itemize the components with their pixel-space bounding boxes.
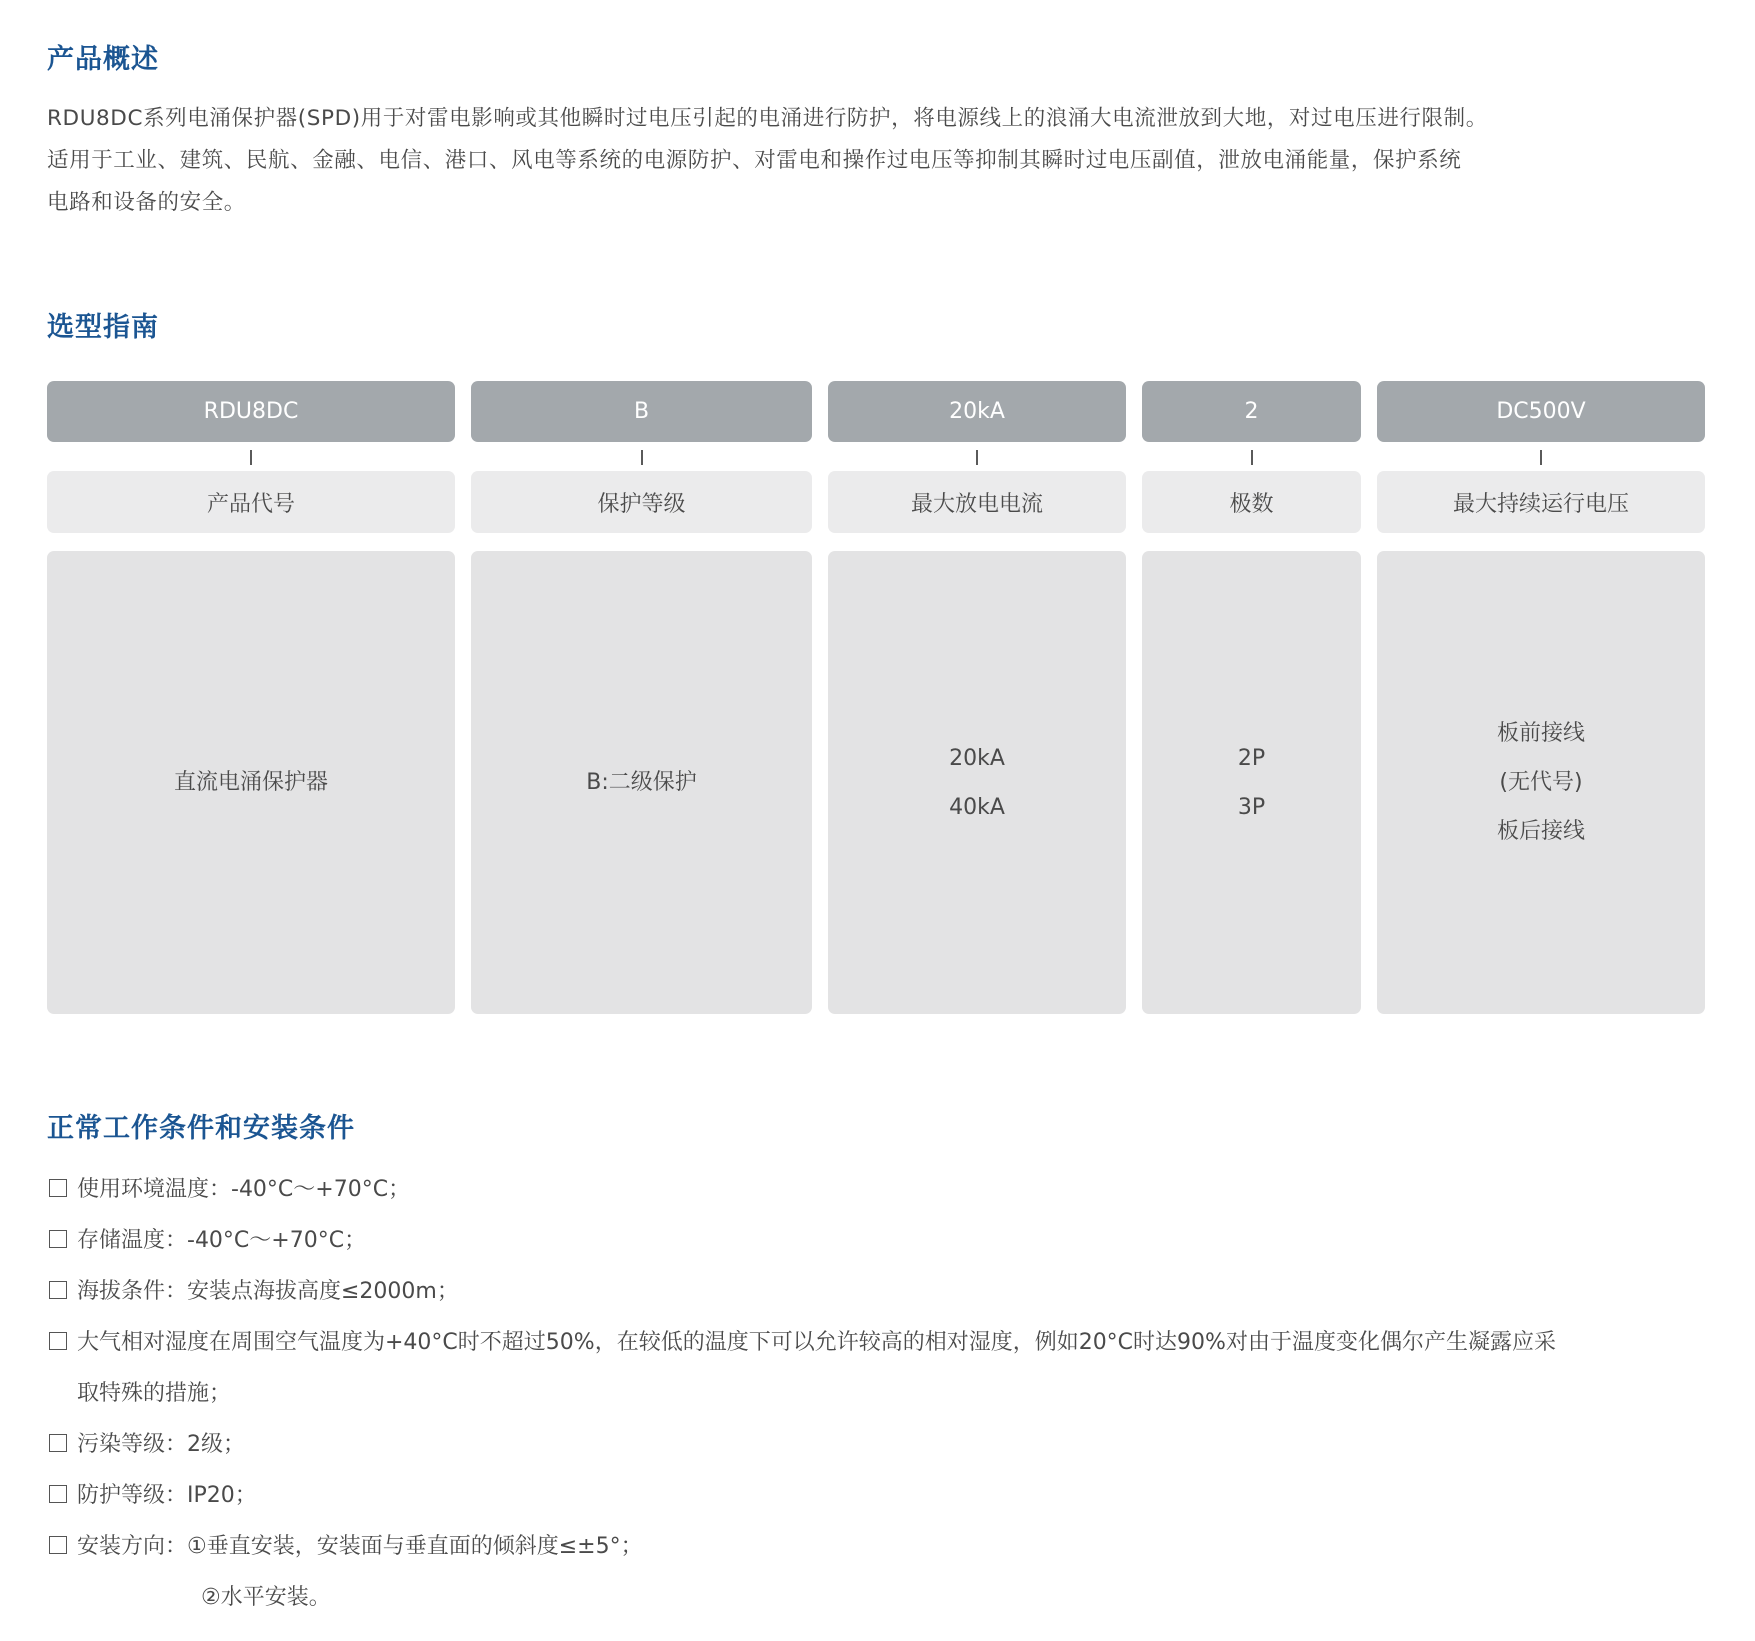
description-line: B:二级保护 xyxy=(586,770,697,795)
connector-tick xyxy=(976,450,978,465)
description-line: 40kA xyxy=(949,794,1005,820)
checkbox-icon xyxy=(49,1281,67,1299)
condition-text: 海拔条件：安装点海拔高度≤2000m； xyxy=(77,1279,459,1304)
code-box: B xyxy=(471,381,812,442)
description-box xyxy=(1377,551,1705,1014)
description-line: 2P xyxy=(1237,745,1266,771)
overview-text xyxy=(47,98,1715,224)
condition-text: 防护等级：IP20； xyxy=(77,1483,257,1508)
checkbox-icon xyxy=(49,1179,67,1197)
conditions-list xyxy=(47,1164,1715,1623)
checkbox-icon xyxy=(49,1485,67,1503)
connector-tick xyxy=(1540,450,1542,465)
label-box: 最大放电电流 xyxy=(828,471,1126,533)
checkbox-icon xyxy=(49,1434,67,1452)
list-item xyxy=(47,1215,1715,1266)
description-line: 板前接线 xyxy=(1496,721,1585,746)
code-box: 2 xyxy=(1142,381,1361,442)
list-item xyxy=(47,1317,1715,1419)
description-line: 直流电涌保护器 xyxy=(173,770,328,795)
section-title-selection-guide: 选型指南 xyxy=(47,312,159,343)
code-box: RDU8DC xyxy=(47,381,455,442)
connector-tick xyxy=(641,450,643,465)
overview-line: 适用于工业、建筑、民航、金融、电信、港口、风电等系统的电源防护、对雷电和操作过电压等抑制其瞬时过电压副值，泄放电涌能量，保护系统 xyxy=(47,148,1462,173)
checkbox-icon xyxy=(49,1332,67,1350)
description-line: 板后接线 xyxy=(1496,819,1585,844)
condition-text: 大气相对湿度在周围空气温度为+40°C时不超过50%，在较低的温度下可以允许较高的相对湿度，例如20°C时达90%对由于温度变化偶尔产生凝露应采 xyxy=(77,1330,1556,1355)
condition-text-continued: 取特殊的措施； xyxy=(77,1381,232,1406)
condition-text: 污染等级：2级； xyxy=(77,1432,245,1457)
description-line: 20kA xyxy=(949,745,1005,771)
label-box: 极数 xyxy=(1142,471,1361,533)
code-box: 20kA xyxy=(828,381,1126,442)
description-line: 3P xyxy=(1237,794,1266,820)
description-line: (无代号) xyxy=(1499,770,1583,795)
section-title-operating-conditions: 正常工作条件和安装条件 xyxy=(47,1113,355,1144)
checkbox-icon xyxy=(49,1230,67,1248)
list-item xyxy=(47,1266,1715,1317)
overview-line: RDU8DC系列电涌保护器(SPD)用于对雷电影响或其他瞬时过电压引起的电涌进行防护，将电源线上的浪涌大电流泄放到大地，对过电压进行限制。 xyxy=(47,106,1488,131)
list-item xyxy=(47,1419,1715,1470)
condition-text: 存储温度：-40°C～+70°C； xyxy=(77,1228,367,1253)
list-item xyxy=(47,1164,1715,1215)
condition-text: 使用环境温度：-40°C～+70°C； xyxy=(77,1177,411,1202)
overview-line: 电路和设备的安全。 xyxy=(47,190,246,215)
code-box: DC500V xyxy=(1377,381,1705,442)
connector-tick xyxy=(1251,450,1253,465)
label-box: 最大持续运行电压 xyxy=(1377,471,1705,533)
label-box: 保护等级 xyxy=(471,471,812,533)
condition-text: 安装方向：①垂直安装，安装面与垂直面的倾斜度≤±5°； xyxy=(77,1534,643,1559)
description-box xyxy=(1142,551,1361,1014)
description-box xyxy=(828,551,1126,1014)
section-title-overview: 产品概述 xyxy=(47,44,159,75)
checkbox-icon xyxy=(49,1536,67,1554)
list-item xyxy=(47,1521,1715,1623)
description-box xyxy=(47,551,455,1014)
connector-tick xyxy=(250,450,252,465)
description-box xyxy=(471,551,812,1014)
list-item xyxy=(47,1470,1715,1521)
condition-text-continued: ②水平安装。 xyxy=(201,1585,331,1610)
label-box: 产品代号 xyxy=(47,471,455,533)
